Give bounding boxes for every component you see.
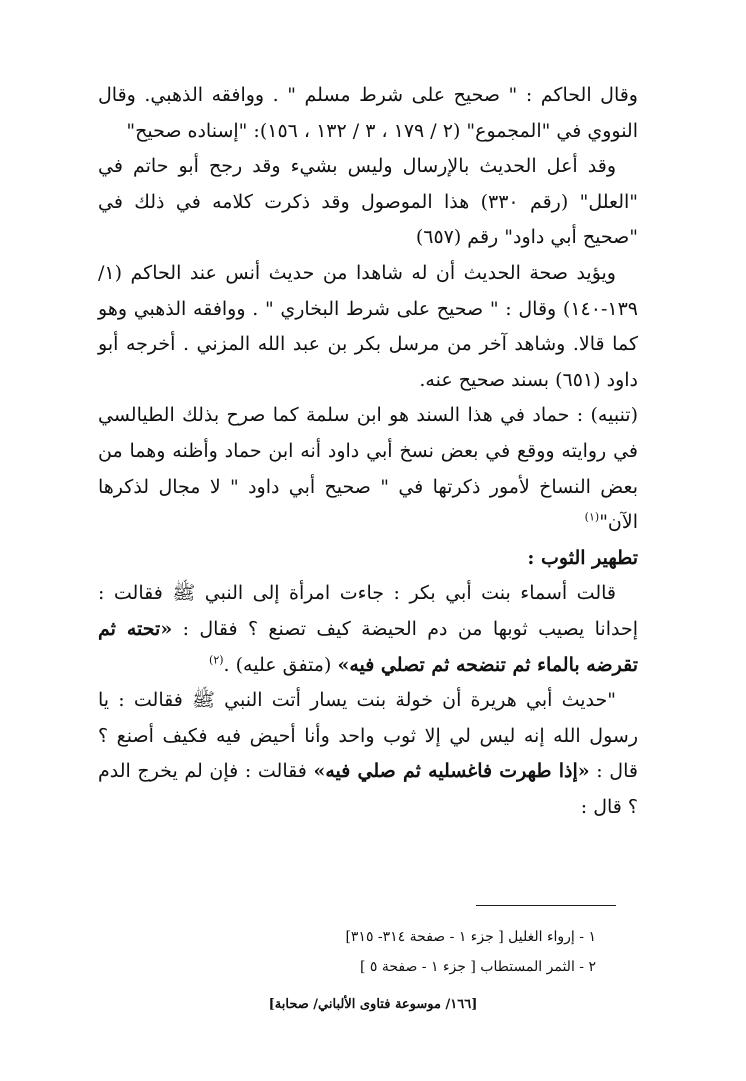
paragraph-supporting-witness: [98, 256, 638, 398]
page-footer: [١٦٦/ موسوعة فتاوى الألباني/ صحابة]: [268, 997, 478, 1012]
paragraph-text: ويؤيد صحة الحديث أن له شاهدا من حديث أنس عند الحاكم (١/ ١٣٩-١٤٠) وقال : " صحيح على شرط البخاري " . ووافقه الذهبي وهو كما قالا. وشاهد آخر من مرسل بكر بن عبد الله المزني . أخرجه أبو داود (٦٥١) بسند صحيح عنه.: [98, 261, 638, 391]
hadith-intro: "حديث أبي هريرة أن خولة بنت يسار أتت النبي ﷺ فقالت : يا رسول الله إنه ليس لي إلا ثوب واحد وأنا أحيض فيه فكيف أصنع ؟ قال :: [98, 689, 638, 783]
paragraph-text: وقد أعل الحديث بالإرسال وليس بشيء وقد رجح أبو حاتم في "العلل" (رقم ٣٣٠) هذا الموصول وقد ذكرت كلامه في ذلك في "صحيح أبي داود" رقم (٦٥٧): [98, 155, 638, 249]
paragraph-hakim-grading: [98, 78, 638, 149]
footnotes: [136, 922, 596, 982]
paragraph-hadith-khawla: [98, 683, 638, 825]
section-heading: تطهير الثوب :: [527, 546, 638, 569]
footnote-item: ١ - إرواء الغليل [ جزء ١ - صفحة ٣١٤- ٣١٥]: [345, 929, 596, 945]
hadith-source: (متفق عليه) .: [223, 653, 338, 676]
hadith-tail: فقالت : فإن لم يخرج الدم ؟ قال :: [98, 760, 638, 818]
main-text: [98, 78, 638, 825]
footnote-ref-1[interactable]: (١): [584, 510, 600, 524]
paragraph-tanbih: [98, 398, 638, 540]
paragraph-hadith-asma: [98, 576, 638, 683]
hadith-quote: «تحته ثم تقرضه بالماء ثم تنضحه ثم تصلي فيه»: [98, 617, 638, 676]
paragraph-text: (تنبيه) : حماد في هذا السند هو ابن سلمة كما صرح بذلك الطيالسي في روايته ووقع في بعض نسخ أبي داود أنه ابن حماد وأظنه وهما من بعض النساخ لأمور ذكرتها في " صحيح أبي داود " لا مجال لذكرها الآن": [98, 404, 638, 534]
footnote-item: ٢ - الثمر المستطاب [ جزء ١ - صفحة ٥ ]: [359, 959, 596, 975]
hadith-quote: «إذا طهرت فاغسليه ثم صلي فيه»: [313, 760, 590, 783]
footnote-ref-2[interactable]: (٢): [209, 653, 224, 667]
paragraph-irsal-note: [98, 149, 638, 256]
paragraph-text: وقال الحاكم : " صحيح على شرط مسلم " . ووافقه الذهبي. وقال النووي في "المجموع" (٢ / ١٧٩ ، ٣ / ١٣٢ ، ١٥٦): "إسناده صحيح": [98, 84, 638, 142]
footnote-divider: [476, 905, 616, 906]
hadith-intro: قالت أسماء بنت أبي بكر : جاءت امرأة إلى النبي ﷺ فقالت : إحدانا يصيب ثوبها من دم الحيضة كيف تصنع ؟ فقال :: [98, 582, 638, 640]
